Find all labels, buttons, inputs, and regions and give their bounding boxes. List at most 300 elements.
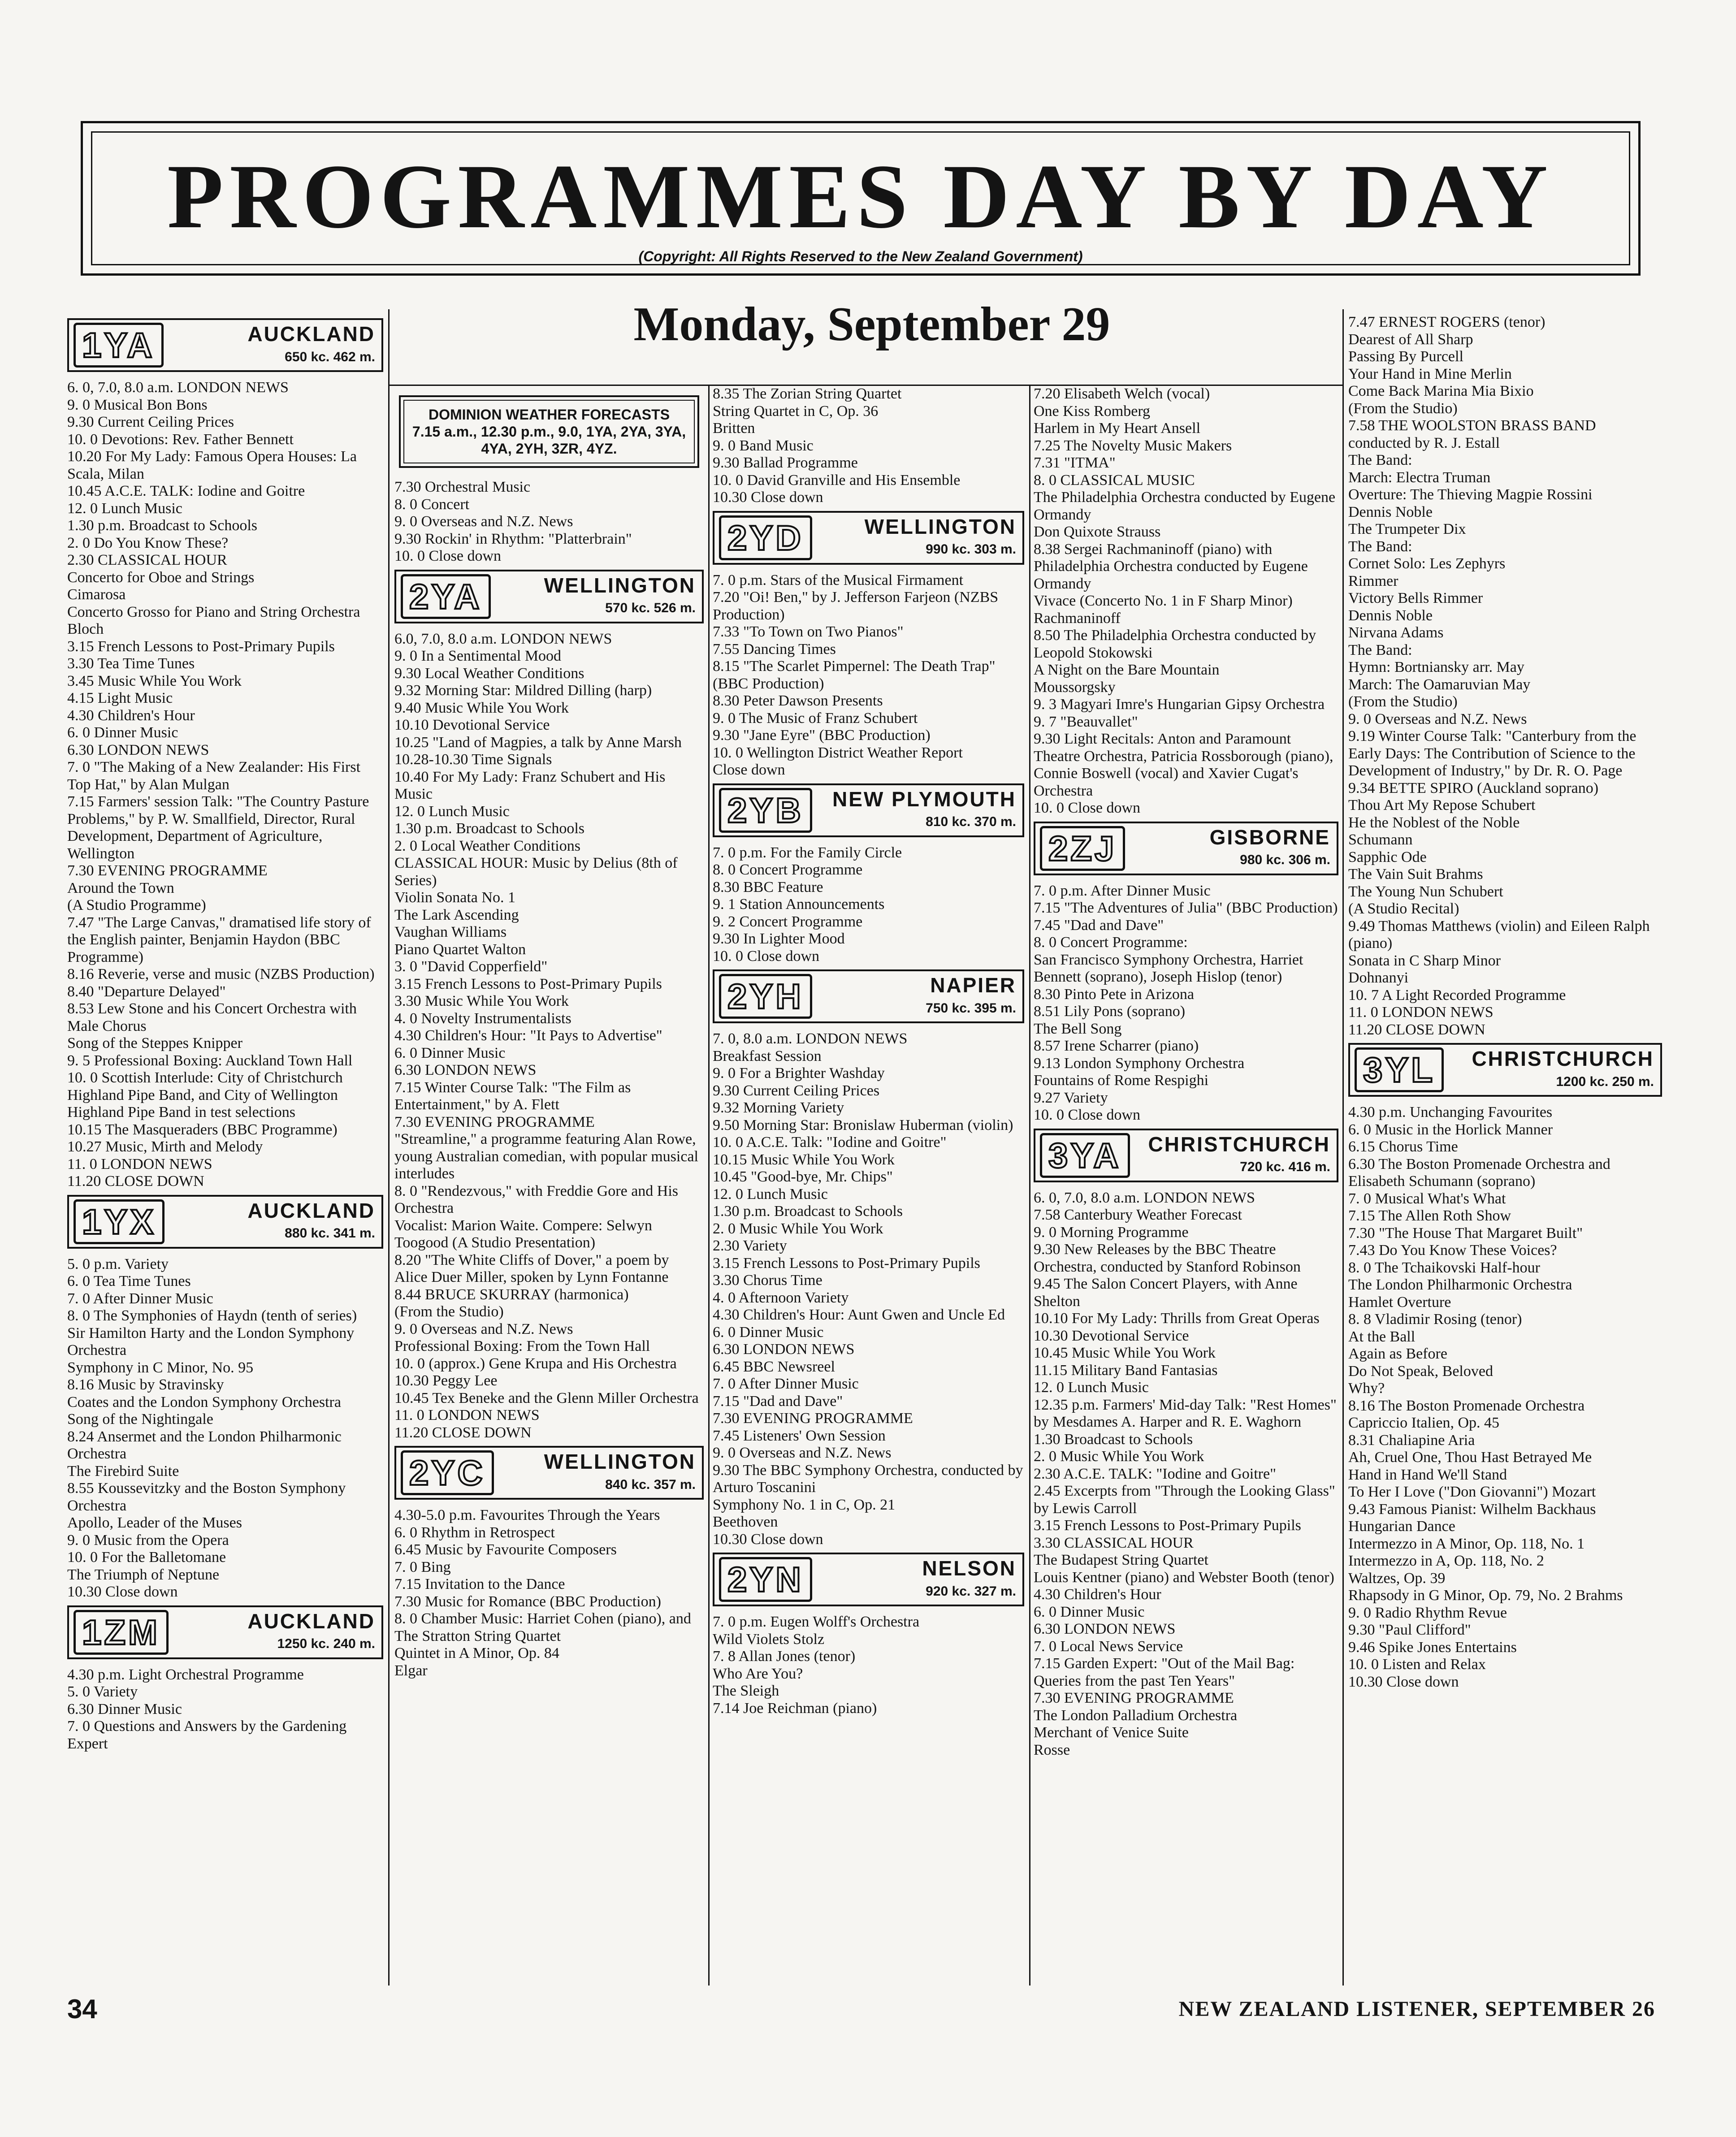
programme-list-2zj (1034, 882, 1338, 1124)
programme-list-3yl (1348, 1104, 1662, 1691)
masthead-title: PROGRAMMES DAY BY DAY (167, 146, 1554, 247)
programme-entry: 9.30 Current Ceiling Prices (67, 414, 234, 430)
programme-entry: 9. 3 Magyari Imre's Hungarian Gipsy Orchestra (1034, 696, 1325, 713)
station-2yd (713, 511, 1024, 565)
programme-entry: (From the Studio) (1348, 693, 1458, 710)
programme-entry: Overture: The Thieving Magpie Rossini (1348, 486, 1593, 503)
page-number: 34 (67, 1994, 97, 2024)
programme-entry: A Night on the Bare Mountain (1034, 662, 1220, 678)
programme-entry: 6.45 Music by Favourite Composers (394, 1541, 617, 1558)
programme-entry: 8.30 BBC Feature (713, 878, 823, 895)
programme-entry: 10. 7 A Light Recorded Programme (1348, 986, 1566, 1004)
programme-entry: Violin Sonata No. 1 (394, 889, 515, 906)
station-city: AUCKLAND (247, 1198, 375, 1222)
programme-entry: Who Are You? (713, 1665, 803, 1682)
programme-entry: 7.30 EVENING PROGRAMME (394, 1113, 595, 1130)
programme-entry: 9. 0 The Music of Franz Schubert (713, 709, 918, 727)
programme-entry: 4.30 p.m. Light Orchestral Programme (67, 1666, 304, 1683)
programme-entry: Thou Art My Repose Schubert (1348, 797, 1536, 813)
station-frequency: 980 kc. 306 m. (1240, 852, 1330, 867)
station-frequency: 720 kc. 416 m. (1240, 1159, 1330, 1174)
programme-entry: Cornet Solo: Les Zephyrs (1348, 555, 1506, 572)
programme-entry: 2.45 Excerpts from "Through the Looking Glass" by Lewis Carroll (1034, 1483, 1335, 1517)
station-city: AUCKLAND (247, 1609, 375, 1633)
programme-entry: 9.30 "Paul Clifford" (1348, 1622, 1471, 1638)
programme-entry: Hymn: Bortniansky arr. May (1348, 659, 1524, 675)
programme-entry: 9. 0 For a Brighter Washday (713, 1065, 885, 1081)
station-2zj (1034, 822, 1338, 875)
programme-entry: 9.43 Famous Pianist: Wilhelm Backhaus (1348, 1501, 1596, 1518)
programme-entry: (From the Studio) (1348, 400, 1458, 417)
station-call-sign: 2YA (401, 574, 491, 619)
programme-entry: 12.35 p.m. Farmers' Mid-day Talk: "Rest Homes" by Mesdames A. Harper and R. E. Waghorn (1034, 1396, 1337, 1430)
station-frequency: 1250 kc. 240 m. (277, 1636, 375, 1651)
programme-entry: 7.47 ERNEST ROGERS (tenor) (1348, 314, 1546, 330)
station-call-sign: 2YB (719, 788, 812, 833)
station-call-sign: 2YH (719, 974, 812, 1019)
station-city: WELLINGTON (864, 515, 1016, 538)
programme-entry: 8.24 Ansermet and the London Philharmonic Orchestra (67, 1428, 342, 1462)
programme-entry: 7.30 Orchestral Music (394, 479, 531, 495)
programme-entry: Wild Violets Stolz (713, 1631, 825, 1648)
programme-entry: 11.20 CLOSE DOWN (394, 1424, 532, 1441)
programme-entry: Schumann (1348, 831, 1413, 848)
programme-entry: The Philadelphia Orchestra conducted by Eugene Ormandy (1034, 489, 1336, 523)
programme-entry: 8.53 Lew Stone and his Concert Orchestra with Male Chorus (67, 1000, 357, 1034)
programme-entry: 12. 0 Lunch Music (67, 500, 182, 517)
programme-entry: Concerto for Oboe and Strings (67, 569, 255, 586)
programme-entry: 7. 0 "The Making of a New Zealander: His First Top Hat," by Alan Mulgan (67, 759, 361, 793)
programme-entry: (A Studio Programme) (67, 897, 206, 913)
programme-entry: 9.30 Rockin' in Rhythm: "Platterbrain" (394, 530, 632, 547)
programme-entry: 4.15 Light Music (67, 690, 173, 706)
programme-entry: 9.30 In Lighter Mood (713, 930, 845, 947)
programme-entry: Professional Boxing: From the Town Hall (394, 1338, 650, 1354)
programme-entry: 9.30 "Jane Eyre" (BBC Production) (713, 727, 931, 744)
programme-entry: Concerto Grosso for Piano and String Orchestra Bloch (67, 603, 360, 637)
programme-entry: 8.31 Chaliapine Aria (1348, 1432, 1475, 1449)
programme-entry: 9. 0 Overseas and N.Z. News (394, 513, 573, 530)
programme-entry: 3.30 Chorus Time (713, 1272, 823, 1289)
programme-entry: 5. 0 p.m. Variety (67, 1255, 169, 1272)
station-city: NAPIER (930, 973, 1016, 997)
programme-entry: 6.0, 7.0, 8.0 a.m. LONDON NEWS (394, 630, 612, 647)
programme-entry: 10.27 Music, Mirth and Melody (67, 1138, 263, 1155)
programme-list-2ya (394, 631, 704, 1442)
programme-entry: 6. 0 Rhythm in Retrospect (394, 1524, 555, 1541)
programme-entry: 9.30 Current Ceiling Prices (713, 1082, 880, 1099)
programme-entry: 7. 8 Allan Jones (tenor) (713, 1648, 856, 1665)
masthead-frame (81, 121, 1641, 276)
programme-entry: Rhapsody in G Minor, Op. 79, No. 2 Brahms (1348, 1587, 1623, 1604)
programme-entry: 6. 0 Dinner Music (1034, 1603, 1145, 1620)
programme-entry: 7.30 "The House That Margaret Built" (1348, 1224, 1583, 1242)
programme-entry: Capriccio Italien, Op. 45 (1348, 1415, 1500, 1431)
station-1ya (67, 318, 383, 372)
programme-entry: 10.30 Close down (1348, 1673, 1459, 1690)
programme-entry: The Bell Song (1034, 1020, 1122, 1037)
programme-entry: 8. 0 The Tchaikovski Half-hour (1348, 1259, 1540, 1276)
station-2yc (394, 1446, 704, 1500)
programme-entry: 3.45 Music While You Work (67, 672, 242, 689)
programme-entry: Hand in Hand We'll Stand (1348, 1466, 1507, 1483)
programme-entry: Britten (713, 420, 755, 437)
programme-entry: 5. 0 Variety (67, 1683, 138, 1700)
station-city: CHRISTCHURCH (1148, 1132, 1330, 1156)
programme-entry: 11. 0 LONDON NEWS (1348, 1004, 1494, 1021)
programme-entry: Vocalist: Marion Waite. Compere: Selwyn Toogood (A Studio Presentation) (394, 1217, 652, 1251)
station-frequency: 810 kc. 370 m. (926, 814, 1016, 829)
programme-entry: 11.20 CLOSE DOWN (67, 1173, 204, 1190)
programme-entry: 8.40 "Departure Delayed" (67, 983, 226, 1000)
programme-entry: 7.47 "The Large Canvas," dramatised life story of the English painter, Benjamin Haydon (BBC Programme) (67, 914, 371, 965)
programme-entry: 9.45 The Salon Concert Players, with Anne Shelton (1034, 1276, 1298, 1310)
programme-entry: Beethoven (713, 1514, 778, 1530)
programme-entry: 9. 7 "Beauvallet" (1034, 713, 1138, 730)
programme-entry: Dohnanyi (1348, 969, 1409, 986)
column-rule (708, 385, 710, 1986)
programme-entry: The Band: (1348, 538, 1412, 555)
programme-entry: 4.30 p.m. Unchanging Favourites (1348, 1104, 1553, 1120)
station-2yn (713, 1553, 1024, 1606)
programme-entry: 8.44 BRUCE SKURRAY (harmonica) (394, 1286, 629, 1303)
programme-entry: 8. 0 Concert Programme: (1034, 934, 1188, 951)
programme-entry: 7.45 Listeners' Own Session (713, 1427, 886, 1444)
programme-entry: 10.15 Music While You Work (713, 1151, 895, 1168)
programme-entry: 6. 0 Dinner Music (67, 724, 178, 741)
programme-entry: 10.30 Close down (67, 1583, 178, 1600)
programme-entry: Vivace (Concerto No. 1 in F Sharp Minor) Rachmaninoff (1034, 593, 1293, 627)
programme-entry: 2.30 Variety (713, 1237, 787, 1254)
programme-entry: 7. 0, 8.0 a.m. LONDON NEWS (713, 1030, 908, 1047)
programme-entry: 7.15 Invitation to the Dance (394, 1576, 565, 1592)
programme-entry: Symphony No. 1 in C, Op. 21 (713, 1496, 896, 1513)
programme-entry: 6.30 LONDON NEWS (394, 1062, 537, 1078)
programme-entry: 10.45 "Good-bye, Mr. Chips" (713, 1168, 893, 1185)
programme-entry: 10. 0 Devotions: Rev. Father Bennett (67, 431, 294, 448)
programme-entry: 12. 0 Lunch Music (1034, 1379, 1149, 1396)
programme-entry: 3. 0 "David Copperfield" (394, 958, 548, 975)
programme-entry: 8.35 The Zorian String Quartet (713, 385, 902, 402)
programme-entry: 10.30 Close down (713, 489, 823, 506)
programme-entry: 9. 0 Music from the Opera (67, 1531, 229, 1549)
programme-entry: 7.15 "Dad and Dave" (713, 1393, 843, 1410)
programme-entry: (A Studio Recital) (1348, 900, 1459, 917)
column-rule (1342, 309, 1344, 1986)
weather-times: 7.15 a.m., 12.30 p.m., 9.0, 1YA, 2YA, 3YA, 4YA, 2YH, 3ZR, 4YZ. (412, 424, 686, 457)
programme-entry: 10.30 Close down (713, 1531, 823, 1548)
programme-entry: 9.30 The BBC Symphony Orchestra, conducted by Arturo Toscanini (713, 1462, 1023, 1496)
programme-entry: 4. 0 Novelty Instrumentalists (394, 1010, 571, 1027)
publication-line: NEW ZEALAND LISTENER, SEPTEMBER 26 (1178, 1997, 1655, 2021)
programme-entry: Quintet in A Minor, Op. 84 (394, 1645, 559, 1661)
programme-entry: 7.30 EVENING PROGRAMME (713, 1410, 913, 1427)
programme-entry: 6. 0 Dinner Music (713, 1324, 824, 1341)
programme-entry: CLASSICAL HOUR: Music by Delius (8th of Series) (394, 855, 678, 889)
day-title: Monday, September 29 (633, 298, 1110, 351)
programme-entry: 8.16 Music by Stravinsky (67, 1376, 224, 1393)
programme-entry: 9.50 Morning Star: Bronislaw Huberman (violin) (713, 1116, 1013, 1133)
programme-entry: 9.46 Spike Jones Entertains (1348, 1639, 1517, 1656)
programme-entry: 7.30 EVENING PROGRAMME (1034, 1690, 1234, 1706)
programme-entry: Song of the Steppes Knipper (67, 1035, 242, 1051)
column-4 (1034, 385, 1338, 1759)
programme-entry: Dennis Noble (1348, 607, 1433, 624)
programme-list-2yn (713, 1614, 1024, 1717)
programme-entry: The Triumph of Neptune (67, 1566, 220, 1583)
station-call-sign: 2YD (719, 515, 812, 560)
programme-entry: 10.45 Music While You Work (1034, 1345, 1216, 1361)
programme-entry: The Trumpeter Dix (1348, 521, 1466, 537)
programme-entry: 7. 0 After Dinner Music (713, 1376, 859, 1392)
station-call-sign: 2YC (401, 1450, 494, 1495)
station-frequency: 650 kc. 462 m. (285, 349, 375, 364)
programme-list-2yb (713, 844, 1024, 965)
programme-entry: Do Not Speak, Beloved (1348, 1363, 1493, 1380)
station-city: GISBORNE (1209, 825, 1330, 849)
programme-entry: 7.55 Dancing Times (713, 640, 836, 658)
programme-entry: The Young Nun Schubert (1348, 883, 1503, 900)
programme-entry: 8.30 Pinto Pete in Arizona (1034, 986, 1194, 1003)
programme-entry: 6.30 The Boston Promenade Orchestra and Elisabeth Schumann (soprano) (1348, 1155, 1610, 1190)
programme-entry: Again as Before (1348, 1345, 1447, 1362)
programme-entry: 9. 0 Band Music (713, 437, 814, 454)
column-1 (67, 314, 383, 1752)
programme-entry: 6.15 Chorus Time (1348, 1138, 1458, 1155)
programme-entry: 10.25 "Land of Magpies, a talk by Anne Marsh (394, 734, 682, 751)
programme-entry: Why? (1348, 1380, 1385, 1397)
programme-entry: 7.15 The Allen Roth Show (1348, 1207, 1511, 1224)
programme-entry: 9. 1 Station Announcements (713, 896, 885, 913)
programme-entry: 11.20 CLOSE DOWN (1348, 1021, 1485, 1038)
programme-entry: 2. 0 Music While You Work (713, 1220, 883, 1237)
station-call-sign: 1YA (74, 323, 164, 368)
programme-entry: 8.16 The Boston Promenade Orchestra (1348, 1397, 1585, 1414)
programme-entry: 9.32 Morning Variety (713, 1099, 844, 1116)
programme-entry: Waltzes, Op. 39 (1348, 1570, 1446, 1587)
programme-entry: He the Noblest of the Noble (1348, 814, 1520, 831)
station-city: NEW PLYMOUTH (832, 787, 1016, 811)
programme-entry: Symphony in C Minor, No. 95 (67, 1359, 254, 1376)
programme-entry: 7.20 Elisabeth Welch (vocal) (1034, 385, 1210, 402)
station-city: WELLINGTON (544, 1450, 696, 1473)
programme-entry: 7. 0 Bing (394, 1558, 451, 1575)
programme-entry: 7. 0 Questions and Answers by the Gardening Expert (67, 1718, 347, 1752)
programme-entry: 10. 0 Close down (713, 947, 819, 965)
programme-entry: Passing By Purcell (1348, 348, 1463, 365)
programme-entry: 6. 0 Dinner Music (394, 1044, 506, 1061)
programme-entry: 10. 0 For the Balletomane (67, 1549, 226, 1566)
programme-entry: 7. 0 p.m. After Dinner Music (1034, 882, 1211, 899)
programme-entry: 7. 0 Local News Service (1034, 1638, 1183, 1655)
station-call-sign: 1YX (74, 1199, 165, 1244)
programme-entry: 3.15 French Lessons to Post-Primary Pupils (394, 975, 662, 992)
programme-entry: Sir Hamilton Harty and the London Symphony Orchestra (67, 1324, 355, 1358)
programme-entry: 9.30 Light Recitals: Anton and Paramount Theatre Orchestra, Patricia Rossborough (piano), Connie Boswell (vocal) and Xavier Cugat's Orchestra (1034, 731, 1333, 799)
programme-entry: 7.15 "The Adventures of Julia" (BBC Production) (1034, 900, 1338, 916)
programme-entry: To Her I Love ("Don Giovanni") Mozart (1348, 1484, 1596, 1500)
programme-entry: 3.30 Tea Time Tunes (67, 655, 195, 672)
programme-list-1yx (67, 1256, 383, 1601)
programme-entry: 8.20 "The White Cliffs of Dover," a poem by Alice Duer Miller, spoken by Lynn Fontanne (394, 1251, 669, 1285)
programme-entry: 10. 0 (approx.) Gene Krupa and His Orchestra (394, 1355, 677, 1372)
programme-entry: 4.30-5.0 p.m. Favourites Through the Years (394, 1507, 660, 1523)
programme-entry: Harlem in My Heart Ansell (1034, 420, 1201, 437)
programme-entry: Breakfast Session (713, 1047, 822, 1064)
programme-entry: 9. 2 Concert Programme (713, 913, 863, 930)
programme-entry: 7.25 The Novelty Music Makers (1034, 437, 1232, 454)
programme-entry: 7. 0 p.m. Stars of the Musical Firmament (713, 571, 964, 588)
programme-entry: 10.30 Peggy Lee (394, 1372, 498, 1389)
programme-entry: 6. 0, 7.0, 8.0 a.m. LONDON NEWS (1034, 1189, 1255, 1206)
programme-entry: At the Ball (1348, 1328, 1416, 1345)
programme-entry: 7.20 "Oi! Ben," by J. Jefferson Farjeon (NZBS Production) (713, 589, 999, 623)
programme-entry: 10.45 Tex Beneke and the Glenn Miller Orchestra (394, 1389, 699, 1406)
programme-entry: The Lark Ascending (394, 906, 519, 923)
programme-entry: (From the Studio) (394, 1303, 504, 1320)
programme-entry: The London Palladium Orchestra (1034, 1707, 1238, 1724)
station-2yb (713, 783, 1024, 837)
programme-entry: 10.40 For My Lady: Franz Schubert and His Music (394, 768, 666, 802)
station-2ya (394, 570, 704, 623)
programme-entry: Song of the Nightingale (67, 1411, 213, 1428)
programme-entry: Hungarian Dance (1348, 1518, 1455, 1535)
station-city: NELSON (922, 1557, 1016, 1580)
programme-entry: Around the Town (67, 879, 174, 896)
programme-entry: 11. 0 LONDON NEWS (67, 1155, 212, 1172)
programme-entry: 7. 0 p.m. For the Family Circle (713, 844, 902, 861)
programme-entry: 10. 0 Wellington District Weather Report (713, 744, 963, 761)
programme-entry: 4.30 Children's Hour (67, 707, 195, 724)
programme-entry: 10. 0 Scottish Interlude: City of Christchurch Highland Pipe Band, and City of Wellington Highland Pipe Band in test selections (67, 1069, 343, 1120)
programme-entry: 3.15 French Lessons to Post-Primary Pupils (67, 638, 335, 655)
programme-entry: Your Hand in Mine Merlin (1348, 365, 1512, 382)
station-call-sign: 2ZJ (1040, 826, 1125, 871)
station-frequency: 750 kc. 395 m. (926, 1000, 1016, 1016)
programme-entry: 7.33 "To Town on Two Pianos" (713, 623, 904, 640)
programme-entry: 7.15 Garden Expert: "Out of the Mail Bag: Queries from the past Ten Years" (1034, 1655, 1295, 1689)
programme-entry: 9.19 Winter Course Talk: "Canterbury from the Early Days: The Contribution of Science to the Development of Industry," by Dr. R. O. Page (1348, 728, 1636, 779)
weather-title: DOMINION WEATHER FORECASTS (428, 407, 670, 423)
programme-entry: 3.15 French Lessons to Post-Primary Pupils (713, 1255, 980, 1272)
programme-list-2yd (713, 572, 1024, 779)
programme-entry: Moussorgsky (1034, 679, 1116, 696)
programme-entry: Piano Quartet Walton (394, 941, 526, 958)
programme-list-2yc-cont (713, 385, 1024, 506)
programme-entry: 8.30 Peter Dawson Presents (713, 692, 883, 709)
programme-entry: Rosse (1034, 1741, 1070, 1758)
programme-entry: 2.30 CLASSICAL HOUR (67, 552, 227, 568)
station-city: AUCKLAND (247, 322, 375, 346)
programme-entry: Intermezzo in A, Op. 118, No. 2 (1348, 1553, 1544, 1569)
programme-entry: San Francisco Symphony Orchestra, Harriet Bennett (soprano), Joseph Hislop (tenor) (1034, 951, 1303, 985)
programme-entry: Ah, Cruel One, Thou Hast Betrayed Me (1348, 1449, 1592, 1466)
programme-entry: 9. 0 Musical Bon Bons (67, 396, 208, 413)
programme-entry: Don Quixote Strauss (1034, 523, 1161, 540)
programme-entry: The Sleigh (713, 1683, 779, 1699)
programme-entry: 9.27 Variety (1034, 1089, 1108, 1106)
programme-entry: 10.20 For My Lady: Famous Opera Houses: La Scala, Milan (67, 448, 357, 482)
programme-entry: 8. 0 The Symphonies of Haydn (tenth of series) (67, 1307, 357, 1324)
programme-entry: Hamlet Overture (1348, 1293, 1451, 1311)
programme-entry: Fountains of Rome Respighi (1034, 1072, 1209, 1089)
programme-entry: Apollo, Leader of the Muses (67, 1514, 242, 1531)
programme-entry: 4.30 Children's Hour: "It Pays to Advertise" (394, 1027, 662, 1044)
column-rule (388, 309, 390, 1986)
programme-entry: 10.10 Devotional Service (394, 717, 550, 733)
programme-entry: 9.30 New Releases by the BBC Theatre Orchestra, conducted by Stanford Robinson (1034, 1241, 1301, 1275)
programme-entry: Nirvana Adams (1348, 624, 1444, 641)
station-frequency: 990 kc. 303 m. (926, 542, 1016, 557)
masthead-inner-border (91, 131, 1630, 265)
programme-entry: 4. 0 Afternoon Variety (713, 1289, 849, 1306)
programme-entry: 7.31 "ITMA" (1034, 454, 1116, 471)
programme-entry: 4.30 Children's Hour (1034, 1586, 1161, 1603)
programme-entry: 2. 0 Do You Know These? (67, 534, 229, 551)
programme-entry: 8. 0 Concert Programme (713, 861, 863, 878)
programme-entry: March: The Oamaruvian May (1348, 676, 1531, 693)
programme-entry: 6.45 BBC Newsreel (713, 1358, 835, 1375)
programme-entry: 6. 0 Music in the Horlick Manner (1348, 1121, 1553, 1138)
programme-entry: 7. 0 p.m. Eugen Wolff's Orchestra (713, 1614, 920, 1630)
programme-entry: 10.28-10.30 Time Signals (394, 751, 552, 768)
station-frequency: 880 kc. 341 m. (285, 1226, 375, 1241)
programme-entry: Louis Kentner (piano) and Webster Booth (tenor) (1034, 1569, 1334, 1586)
programme-entry: 10.30 Devotional Service (1034, 1327, 1189, 1344)
weather-forecast-box (399, 395, 699, 468)
programme-entry: 3.30 Music While You Work (394, 993, 569, 1009)
programme-entry: 7.43 Do You Know These Voices? (1348, 1242, 1557, 1259)
programme-entry: 7.45 "Dad and Dave" (1034, 917, 1164, 934)
programme-entry: 12. 0 Lunch Music (394, 803, 510, 820)
programme-entry: 7.30 EVENING PROGRAMME (67, 862, 268, 879)
programme-entry: 1.30 Broadcast to Schools (1034, 1431, 1193, 1448)
station-3yl (1348, 1043, 1662, 1097)
station-frequency: 920 kc. 327 m. (926, 1583, 1016, 1599)
programme-entry: 1.30 p.m. Broadcast to Schools (394, 820, 585, 837)
programme-entry: 3.30 CLASSICAL HOUR (1034, 1534, 1194, 1551)
programme-entry: 7. 0 Musical What's What (1348, 1190, 1506, 1207)
programme-entry: 10.45 A.C.E. TALK: Iodine and Goitre (67, 483, 305, 499)
programme-entry: 6.30 LONDON NEWS (713, 1341, 855, 1358)
programme-entry: The London Philharmonic Orchestra (1348, 1276, 1572, 1293)
programme-entry: 7.58 THE WOOLSTON BRASS BAND conducted by R. J. Estall (1348, 417, 1596, 451)
programme-entry: Vaughan Williams (394, 924, 507, 940)
column-2 (394, 390, 704, 1679)
station-city: WELLINGTON (544, 573, 696, 597)
programme-list-3ya (1034, 1190, 1338, 1759)
programme-entry: 9. 0 Morning Programme (1034, 1224, 1189, 1241)
programme-entry: 10. 0 Listen and Relax (1348, 1656, 1486, 1673)
programme-entry: Elgar (394, 1662, 428, 1679)
copyright-notice: (Copyright: All Rights Reserved to the New Zealand Government) (638, 248, 1083, 264)
programme-entry: 8. 0 CLASSICAL MUSIC (1034, 472, 1195, 489)
station-call-sign: 1ZM (74, 1610, 169, 1655)
programme-entry: Dearest of All Sharp (1348, 331, 1473, 348)
programme-entry: 10. 0 Close down (394, 548, 501, 564)
programme-entry: 10.15 The Masqueraders (BBC Programme) (67, 1121, 338, 1138)
programme-entry: 6. 0 Tea Time Tunes (67, 1273, 191, 1289)
station-1yx (67, 1195, 383, 1249)
programme-entry: 9. 0 In a Sentimental Mood (394, 648, 562, 664)
programme-entry: 10. 0 Close down (1034, 800, 1140, 816)
programme-entry: Close down (713, 761, 785, 778)
programme-entry: 8.15 "The Scarlet Pimpernel: The Death Trap" (BBC Production) (713, 658, 996, 692)
programme-list-2yc (394, 1507, 704, 1679)
programme-entry: Coates and the London Symphony Orchestra (67, 1393, 341, 1410)
programme-entry: 10. 0 A.C.E. Talk: "Iodine and Goitre" (713, 1134, 947, 1151)
programme-entry: 10. 0 David Granville and His Ensemble (713, 472, 961, 489)
